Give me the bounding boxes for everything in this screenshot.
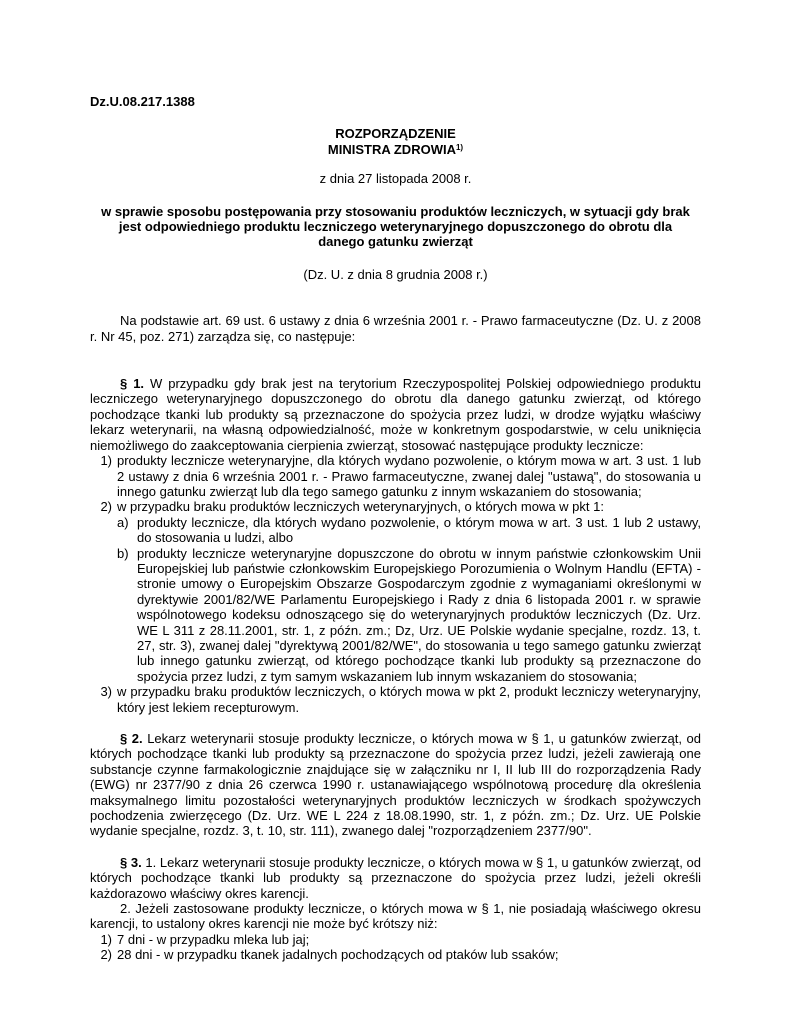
section-1-item-2a bbox=[90, 515, 701, 546]
title-line-2-text: MINISTRA ZDROWIA bbox=[327, 141, 456, 157]
subitem-letter: a) bbox=[117, 514, 129, 530]
item-text: produkty lecznicze weterynaryjne, dla których wydano pozwolenie, o którym mowa w art. 3 ust. 1 lub 2 ustawy z dnia 6 września 2001 r. - Prawo farmaceutyczne, zwanej dalej "ustawą", do stosowania u innego gatunku zwierząt lub dla tego samego gatunku z innym wskazaniem do stosowania; bbox=[117, 453, 701, 499]
item-text: w przypadku braku produktów leczniczych weterynaryjnych, o których mowa w pkt 1: bbox=[117, 499, 604, 515]
document-subject: w sprawie sposobu postępowania przy stosowaniu produktów leczniczych, w sytuacji gdy brak jest odpowiedniego produktu leczniczego weterynaryjnego dopuszczonego do obrotu dla danego gatunku zwierząt bbox=[101, 203, 690, 250]
section-2 bbox=[90, 731, 701, 839]
subitem-text: produkty lecznicze weterynaryjne dopuszczone do obrotu w innym państwie członkowskim Unii Europejskiej lub państwie członkowskim Europejskiego Porozumienia o Wolnym Handlu (EFTA) - stronie umowy o Europejskim Obszarze Gospodarczym zgodnie z wymaganiami określonymi w dyrektywie 2001/82/WE Parlamentu Europejskiego i Rady z dnia 6 listopada 2001 r. w sprawie wspólnotowego kodeksu odnoszącego się do weterynaryjnych produktów leczniczych (Dz. Urz. WE L 311 z 28.11.2001, str. 1, z późn. zm.; Dz, Urz. UE Polskie wydanie specjalne, rozdz. 13, t. 27, str. 3), zwanej dalej "dyrektywą 2001/82/WE", do stosowania u tego samego gatunku zwierząt lub innego gatunku zwierząt, od którego pochodzące tkanki lub produkty są przeznaczone do spożycia przez ludzi, z tym samym wskazaniem lub innym wskazaniem do stosowania; bbox=[137, 545, 701, 684]
publication-info: (Dz. U. z dnia 8 grudnia 2008 r.) bbox=[303, 266, 488, 282]
item-number: 3) bbox=[100, 684, 112, 700]
item-number: 2) bbox=[100, 499, 112, 515]
footnote-mark: 1) bbox=[455, 142, 464, 152]
item-number: 1) bbox=[100, 453, 112, 469]
section-3-para-1-text: 1. Lekarz weterynarii stosuje produkty lecznicze, o których mowa w § 1, u gatunków zwierząt, od których pochodzące tkanki lub produkty są przeznaczone do spożycia przez ludzi, jeżeli określi każdorazowo właściwy okres karencji. bbox=[90, 854, 701, 901]
document-title bbox=[90, 126, 701, 157]
item-text: w przypadku braku produktów leczniczych, o których mowa w pkt 2, produkt leczniczy weterynaryjny, który jest lekiem recepturowym. bbox=[117, 684, 701, 715]
title-line-1: ROZPORZĄDZENIE bbox=[335, 126, 456, 142]
section-1-intro bbox=[90, 376, 701, 453]
title-line-2 bbox=[90, 142, 701, 157]
section-3-item-1 bbox=[90, 932, 701, 947]
subitem-text: produkty lecznicze, dla których wydano pozwolenie, o którym mowa w art. 3 ust. 1 lub 2 ustawy, do stosowania u ludzi, albo bbox=[137, 514, 701, 546]
section-3 bbox=[90, 855, 701, 963]
document-date: z dnia 27 listopada 2008 r. bbox=[319, 171, 472, 187]
item-text: 7 dni - w przypadku mleka lub jaj; bbox=[117, 931, 310, 947]
section-3-para-1 bbox=[90, 855, 701, 901]
subitem-letter: b) bbox=[117, 545, 129, 561]
item-text: 28 dni - w przypadku tkanek jadalnych pochodzących od ptaków lub ssaków; bbox=[117, 947, 559, 963]
section-1-item-3 bbox=[90, 684, 701, 715]
section-3-item-2 bbox=[90, 947, 701, 962]
section-1 bbox=[90, 376, 701, 715]
document-reference: Dz.U.08.217.1388 bbox=[90, 94, 195, 109]
section-1-item-2 bbox=[90, 499, 701, 514]
section-1-item-1 bbox=[90, 453, 701, 499]
section-1-intro-text: W przypadku gdy brak jest na terytorium Rzeczypospolitej Polskiej odpowiedniego produktu leczniczego weterynaryjnego dopuszczonego do obrotu dla danego gatunku zwierząt, od którego pochodzące tkanki lub produkty są przeznaczone do spożycia przez ludzi, w drodze wyjątku właściwy lekarz weterynarii, na własną odpowiedzialność, może w konkretnym gospodarstwie, w celu uniknięcia niemożliwego do zaakceptowania cierpienia zwierząt, stosować następujące produkty lecznicze: bbox=[90, 376, 702, 453]
section-3-label: § 3. bbox=[120, 854, 142, 870]
item-number: 2) bbox=[100, 947, 112, 963]
item-number: 1) bbox=[100, 931, 112, 947]
section-1-label: § 1. bbox=[120, 376, 145, 392]
preamble: Na podstawie art. 69 ust. 6 ustawy z dnia 6 września 2001 r. - Prawo farmaceutyczne (Dz. U. z 2008 r. Nr 45, poz. 271) zarządza się, co następuje: bbox=[90, 313, 701, 344]
section-3-para-2: 2. Jeżeli zastosowane produkty lecznicze, o których mowa w § 1, nie posiadają właściwego okresu karencji, to ustalony okres karencji nie może być krótszy niż: bbox=[90, 901, 701, 932]
section-1-item-2b bbox=[90, 546, 701, 685]
section-2-label: § 2. bbox=[120, 731, 143, 746]
section-2-text: Lekarz weterynarii stosuje produkty lecznicze, o których mowa w § 1, u gatunków zwierząt, od których pochodzące tkanki lub produkty są przeznaczone do spożycia przez ludzi, jeżeli zawierają one substancje czynne farmakologicznie znajdujące się w załączniku nr I, II lub III do rozporządzenia Rady (EWG) nr 2377/90 z dnia 26 czerwca 1990 r. ustanawiającego wspólnotową procedurę dla określenia maksymalnego limitu pozostałości weterynaryjnych produktów leczniczych w środkach spożywczych pochodzenia zwierzęcego (Dz. Urz. WE L 224 z 18.08.1990, str. 1, z późn. zm.; Dz. Urz. UE Polskie wydanie specjalne, rozdz. 3, t. 10, str. 111), zwanego dalej "rozporządzeniem 2377/90". bbox=[90, 731, 701, 839]
